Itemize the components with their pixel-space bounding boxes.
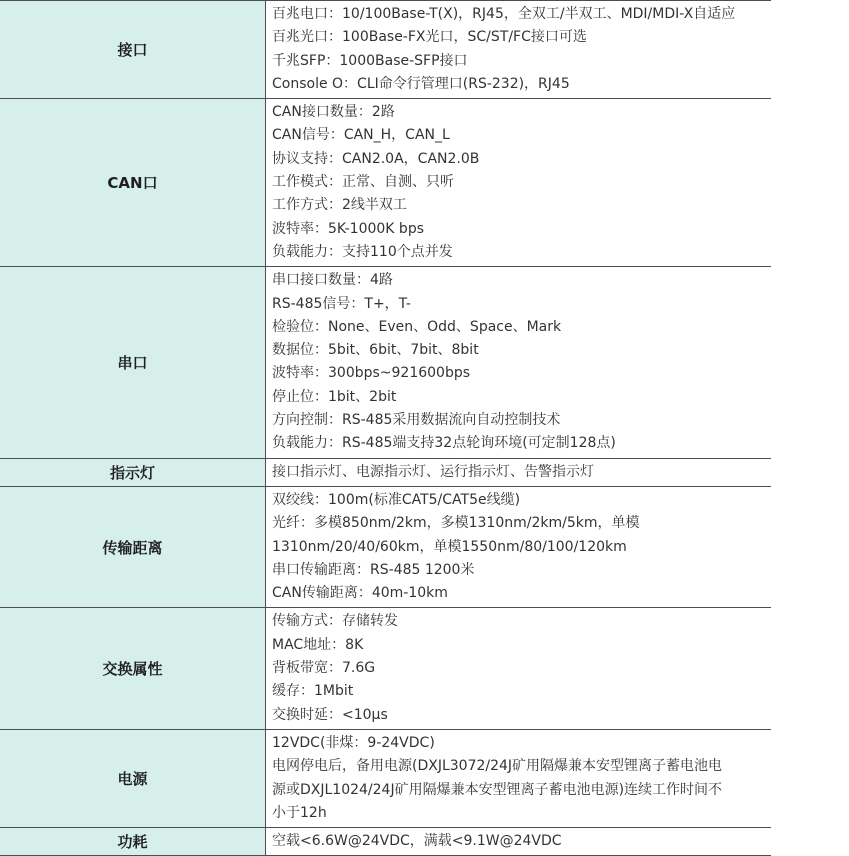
spec-line: 光纤：多模850nm/2km，多模1310nm/2km/5km，单模	[272, 515, 640, 532]
row-values	[266, 729, 772, 827]
row-values	[266, 267, 772, 458]
row-label: 接口	[0, 1, 266, 99]
spec-line: 串口传输距离：RS-485 1200米	[272, 561, 475, 578]
spec-line: 千兆SFP：1000Base-SFP接口	[272, 52, 468, 69]
row-values	[266, 828, 772, 856]
spec-line: 工作方式：2线半双工	[272, 197, 407, 214]
spec-row-distance	[0, 486, 771, 607]
spec-line: CAN信号：CAN_H，CAN_L	[272, 127, 450, 144]
spec-row-can	[0, 99, 771, 267]
spec-line: 源或DXJL1024/24J矿用隔爆兼本安型锂离子蓄电池电源)连续工作时间不	[272, 781, 723, 798]
spec-line: 方向控制：RS-485采用数据流向自动控制技术	[272, 412, 561, 429]
spec-line: CAN接口数量：2路	[272, 104, 395, 121]
row-label: 电源	[0, 729, 266, 827]
spec-line: 工作模式：正常、自测、只听	[272, 174, 454, 191]
spec-row-indicators	[0, 458, 771, 486]
spec-line: 背板带宽：7.6G	[272, 660, 376, 677]
spec-line: 负载能力：RS-485端支持32点轮询环境(可定制128点)	[272, 435, 616, 452]
spec-line: RS-485信号：T+，T-	[272, 295, 411, 312]
spec-line: 1310nm/20/40/60km，单模1550nm/80/100/120km	[272, 538, 627, 555]
spec-line: 检验位：None、Even、Odd、Space、Mark	[272, 318, 562, 335]
spec-line: 缓存：1Mbit	[272, 683, 354, 700]
row-values	[266, 608, 772, 729]
spec-line: MAC地址：8K	[272, 636, 364, 653]
spec-line: 数据位：5bit、6bit、7bit、8bit	[272, 342, 479, 359]
spec-row-switching	[0, 608, 771, 729]
row-values	[266, 99, 772, 267]
spec-line: 波特率：300bps~921600bps	[272, 365, 471, 382]
spec-line: 交换时延：<10μs	[272, 706, 388, 723]
spec-row-interface	[0, 1, 771, 99]
spec-line: 波特率：5K-1000K bps	[272, 220, 424, 237]
row-label: 交换属性	[0, 608, 266, 729]
row-values	[266, 458, 772, 486]
row-label: 传输距离	[0, 486, 266, 607]
spec-line: CAN传输距离：40m-10km	[272, 585, 448, 602]
row-label: 指示灯	[0, 458, 266, 486]
row-values	[266, 1, 772, 99]
spec-row-consumption	[0, 828, 771, 856]
spec-line: 百兆电口：10/100Base-T(X)，RJ45，全双工/半双工、MDI/MDI-X自适应	[272, 6, 736, 22]
row-label: 串口	[0, 267, 266, 458]
spec-line: 传输方式：存储转发	[272, 613, 398, 630]
spec-row-power	[0, 729, 771, 827]
spec-line: 停止位：1bit、2bit	[272, 388, 397, 405]
spec-line: Console O：CLI命令行管理口(RS-232)，RJ45	[272, 75, 570, 92]
spec-line: 接口指示灯、电源指示灯、运行指示灯、告警指示灯	[272, 463, 594, 480]
spec-line: 百兆光口：100Base-FX光口，SC/ST/FC接口可选	[272, 29, 587, 46]
spec-line: 小于12h	[272, 804, 327, 821]
row-label: CAN口	[0, 99, 266, 267]
spec-line: 负载能力：支持110个点并发	[272, 243, 453, 260]
spec-line: 空载<6.6W@24VDC，满载<9.1W@24VDC	[272, 833, 562, 850]
spec-line: 协议支持：CAN2.0A，CAN2.0B	[272, 150, 480, 167]
spec-row-serial	[0, 267, 771, 458]
spec-line: 电网停电后，备用电源(DXJL3072/24J矿用隔爆兼本安型锂离子蓄电池电	[272, 758, 723, 775]
row-values	[266, 486, 772, 607]
spec-line: 12VDC(非煤：9-24VDC)	[272, 734, 435, 751]
spec-line: 双绞线：100m(标准CAT5/CAT5e线缆)	[272, 491, 521, 508]
spec-line: 串口接口数量：4路	[272, 272, 393, 289]
row-label: 功耗	[0, 828, 266, 856]
